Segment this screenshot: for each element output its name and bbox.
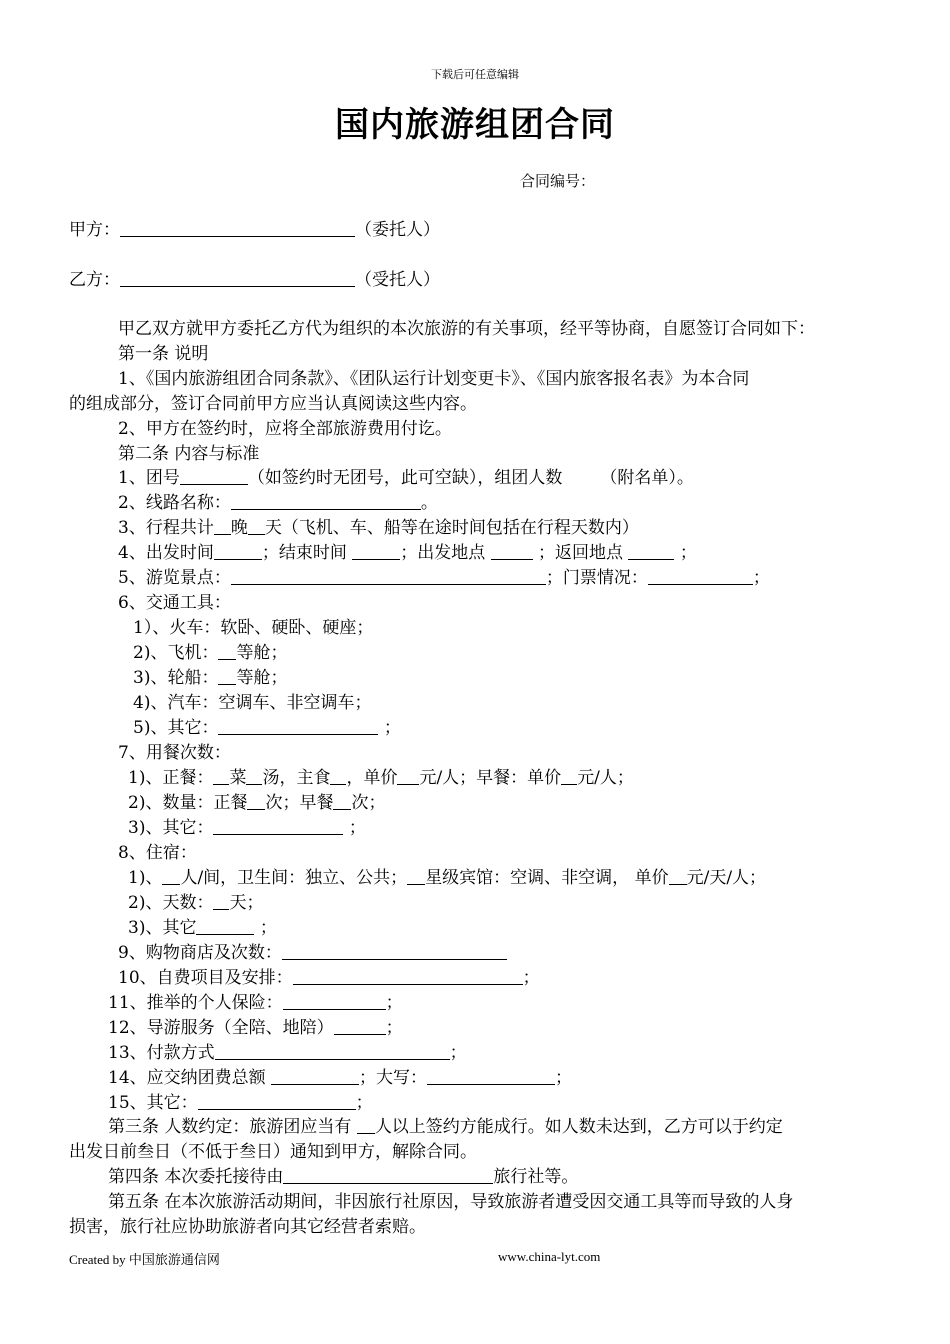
item-7-1-label: 1)、正餐： [128, 768, 214, 788]
edit-note: 下载后可任意编辑 [431, 68, 519, 81]
item-8-1-bath: 人/间，卫生间：独立、公共； [180, 868, 408, 888]
item-2-suffix: 。 [420, 493, 438, 513]
page-title: 国内旅游组团合同 [335, 105, 615, 145]
item-5-suffix: ； [752, 568, 770, 588]
contract-number-label: 合同编号： [520, 172, 596, 190]
item-9 [118, 942, 507, 964]
article-4 [108, 1166, 578, 1188]
optional-items-blank[interactable] [293, 968, 523, 985]
item-8-1-hotel: 星级宾馆：空调、非空调， 单价 [425, 868, 669, 888]
guide-service-blank[interactable] [334, 1018, 386, 1035]
ship-class-blank[interactable] [218, 668, 236, 685]
item-6: 6、交通工具： [118, 593, 231, 613]
item-7-1-suffix: 元/人； [577, 768, 634, 788]
item-3-text: 天（飞机、车、船等在途时间包括在行程天数内） [264, 518, 639, 538]
item-12-label: 12、导游服务（全陪、地陪） [108, 1018, 334, 1038]
end-time-blank[interactable] [352, 543, 400, 560]
item-15 [108, 1092, 373, 1114]
item-8-1-suffix: 元/天/人； [686, 868, 767, 888]
item-6-5-suffix: ； [383, 718, 401, 738]
item-6-5 [133, 717, 401, 739]
party-b-label: 乙方： [69, 270, 120, 290]
item-7-3-suffix: ； [348, 818, 366, 838]
insurance-blank[interactable] [283, 993, 386, 1010]
item-7: 7、用餐次数： [118, 743, 231, 763]
item-8-2 [128, 892, 263, 914]
article-3-line2: 出发日前叁日（不低于叁日）通知到甲方，解除合同。 [69, 1142, 477, 1162]
item-4-label: 4、出发时间 [118, 543, 214, 563]
soup-blank[interactable] [246, 768, 262, 785]
article-3-text: 人以上签约方能成行。如人数未达到，乙方可以于约定 [374, 1117, 783, 1137]
item-12 [108, 1017, 403, 1039]
item-4-return-label: ；返回地点 [538, 543, 624, 563]
total-fee-blank[interactable] [271, 1068, 359, 1085]
item-10 [118, 967, 540, 989]
article-5-line1: 第五条 在本次旅游活动期间，非因旅行社原因，导致旅游者遭受因交通工具等而导致的人身 [108, 1192, 794, 1212]
article-2-title: 第二条 内容与标准 [118, 444, 260, 464]
other-blank[interactable] [198, 1093, 356, 1110]
item-10-suffix: ； [522, 968, 540, 988]
item-12-suffix: ； [385, 1018, 403, 1038]
item-7-1 [128, 767, 634, 789]
item-14 [108, 1067, 572, 1089]
item-6-2-label: 2)、飞机： [133, 643, 219, 663]
item-9-label: 9、购物商店及次数： [118, 943, 282, 963]
item-7-2-label: 2)、数量：正餐 [128, 793, 248, 813]
item-7-2-breakfast: 次；早餐 [265, 793, 334, 813]
item-10-label: 10、自费项目及安排： [118, 968, 293, 988]
item-7-3 [128, 817, 366, 839]
payment-method-blank[interactable] [215, 1043, 450, 1060]
stay-other-blank[interactable] [196, 918, 254, 935]
item-3-nights: 晚 [230, 518, 248, 538]
breakfast-price-blank[interactable] [561, 768, 577, 785]
party-a-label: 甲方： [69, 220, 120, 240]
agency-blank[interactable] [283, 1167, 493, 1184]
item-2 [118, 492, 438, 514]
total-fee-uppercase-blank[interactable] [427, 1068, 555, 1085]
item-7-2 [128, 792, 385, 814]
hotel-star-blank[interactable] [407, 868, 425, 885]
item-6-3-label: 3)、轮船： [133, 668, 219, 688]
item-5 [118, 567, 770, 589]
stay-days-blank[interactable] [213, 893, 229, 910]
intro-paragraph: 甲乙双方就甲方委托乙方代为组织的本次旅游的有关事项，经平等协商，自愿签订合同如下： [118, 319, 815, 339]
depart-place-blank[interactable] [491, 543, 533, 560]
article-1-p2: 2、甲方在签约时，应将全部旅游费用付讫。 [118, 419, 452, 439]
item-7-2-suffix: 次； [351, 793, 386, 813]
item-7-1-breakfast: 元/人；早餐：单价 [419, 768, 562, 788]
party-a-role: （委托人） [355, 220, 440, 240]
article-1-p1-line2: 的组成部分，签订合同前甲方应当认真阅读这些内容。 [69, 394, 477, 414]
item-8-3-suffix: ； [259, 918, 277, 938]
item-4-depart-label: ；出发地点 [400, 543, 486, 563]
item-6-2 [133, 642, 287, 664]
item-8-1-label: 1)、 [128, 868, 163, 888]
item-8-2-label: 2)、天数： [128, 893, 214, 913]
item-5-label: 5、游览景点： [118, 568, 231, 588]
footer-created-by: Created by 中国旅游通信网 [69, 1252, 220, 1267]
item-13 [108, 1042, 467, 1064]
days-blank[interactable] [248, 518, 265, 535]
item-8: 8、住宿： [118, 843, 197, 863]
item-11-suffix: ； [385, 993, 403, 1013]
meal-price-blank[interactable] [397, 768, 419, 785]
ticket-blank[interactable] [648, 568, 753, 585]
item-14-suffix: ； [555, 1068, 573, 1088]
footer-website-link[interactable]: www.china-lyt.com [498, 1249, 601, 1264]
item-3 [118, 517, 639, 539]
persons-per-room-blank[interactable] [162, 868, 180, 885]
room-price-blank[interactable] [669, 868, 687, 885]
item-14-uppercase-label: ；大写： [359, 1068, 428, 1088]
start-time-blank[interactable] [214, 543, 262, 560]
item-3-label: 3、行程共计 [118, 518, 214, 538]
article-5-line2: 损害，旅行社应协助旅游者向其它经营者索赔。 [69, 1217, 426, 1237]
article-3-line1 [108, 1116, 783, 1138]
dishes-blank[interactable] [213, 768, 229, 785]
item-15-label: 15、其它： [108, 1093, 198, 1113]
staple-blank[interactable] [330, 768, 346, 785]
breakfast-count-blank[interactable] [333, 793, 351, 810]
item-4-suffix: ； [679, 543, 697, 563]
item-13-suffix: ； [449, 1043, 467, 1063]
item-8-1 [128, 867, 766, 889]
meal-count-blank[interactable] [247, 793, 265, 810]
party-a-line [69, 219, 440, 241]
item-2-label: 2、线路名称： [118, 493, 231, 513]
item-6-5-label: 5)、其它： [133, 718, 219, 738]
item-1 [118, 467, 694, 489]
shopping-blank[interactable] [282, 943, 507, 960]
transport-other-blank[interactable] [218, 718, 378, 735]
nights-blank[interactable] [214, 518, 231, 535]
item-4-end-label: ；结束时间 [261, 543, 347, 563]
article-1-title: 第一条 说明 [118, 344, 209, 364]
item-6-3 [133, 667, 287, 689]
item-6-4: 4)、汽车：空调车、非空调车； [133, 693, 372, 713]
item-1-label: 1、团号 [118, 468, 180, 488]
item-7-3-label: 3)、其它： [128, 818, 214, 838]
item-7-1-staple: 汤，主食 [262, 768, 331, 788]
item-7-1-dish: 菜 [229, 768, 247, 788]
article-1-p1-line1: 1、《国内旅游组团合同条款》、《团队运行计划变更卡》、《国内旅客报名表》为本合同 [118, 369, 750, 389]
item-6-1: 1）、火车：软卧、硬卧、硬座； [133, 618, 374, 638]
return-place-blank[interactable] [628, 543, 674, 560]
party-b-line [69, 269, 440, 291]
item-1-text: （如签约时无团号，此可空缺），组团人数 [247, 468, 563, 488]
item-13-label: 13、付款方式 [108, 1043, 215, 1063]
item-11 [108, 992, 403, 1014]
item-1-suffix: （附名单）。 [600, 468, 694, 488]
plane-class-blank[interactable] [218, 643, 236, 660]
party-b-blank[interactable] [120, 270, 355, 287]
sights-blank[interactable] [231, 568, 546, 585]
party-b-role: （受托人） [355, 270, 440, 290]
item-8-2-suffix: 天； [229, 893, 264, 913]
item-8-3 [128, 917, 277, 939]
party-a-blank[interactable] [120, 220, 355, 237]
meal-other-blank[interactable] [213, 818, 343, 835]
item-11-label: 11、推举的个人保险： [108, 993, 283, 1013]
item-4 [118, 542, 697, 564]
article-4-suffix: 旅行社等。 [493, 1167, 579, 1187]
item-5-ticket-label: ；门票情况： [545, 568, 648, 588]
group-number-blank[interactable] [180, 468, 248, 485]
min-persons-blank[interactable] [357, 1117, 375, 1134]
item-6-3-suffix: 等舱； [236, 668, 288, 688]
article-4-label: 第四条 本次委托接待由 [108, 1167, 284, 1187]
item-6-2-suffix: 等舱； [236, 643, 288, 663]
article-3-label: 第三条 人数约定：旅游团应当有 [108, 1117, 352, 1137]
route-name-blank[interactable] [231, 493, 421, 510]
item-15-suffix: ； [355, 1093, 373, 1113]
item-14-label: 14、应交纳团费总额 [108, 1068, 266, 1088]
item-7-1-price: ，单价 [346, 768, 398, 788]
item-8-3-label: 3)、其它 [128, 918, 197, 938]
